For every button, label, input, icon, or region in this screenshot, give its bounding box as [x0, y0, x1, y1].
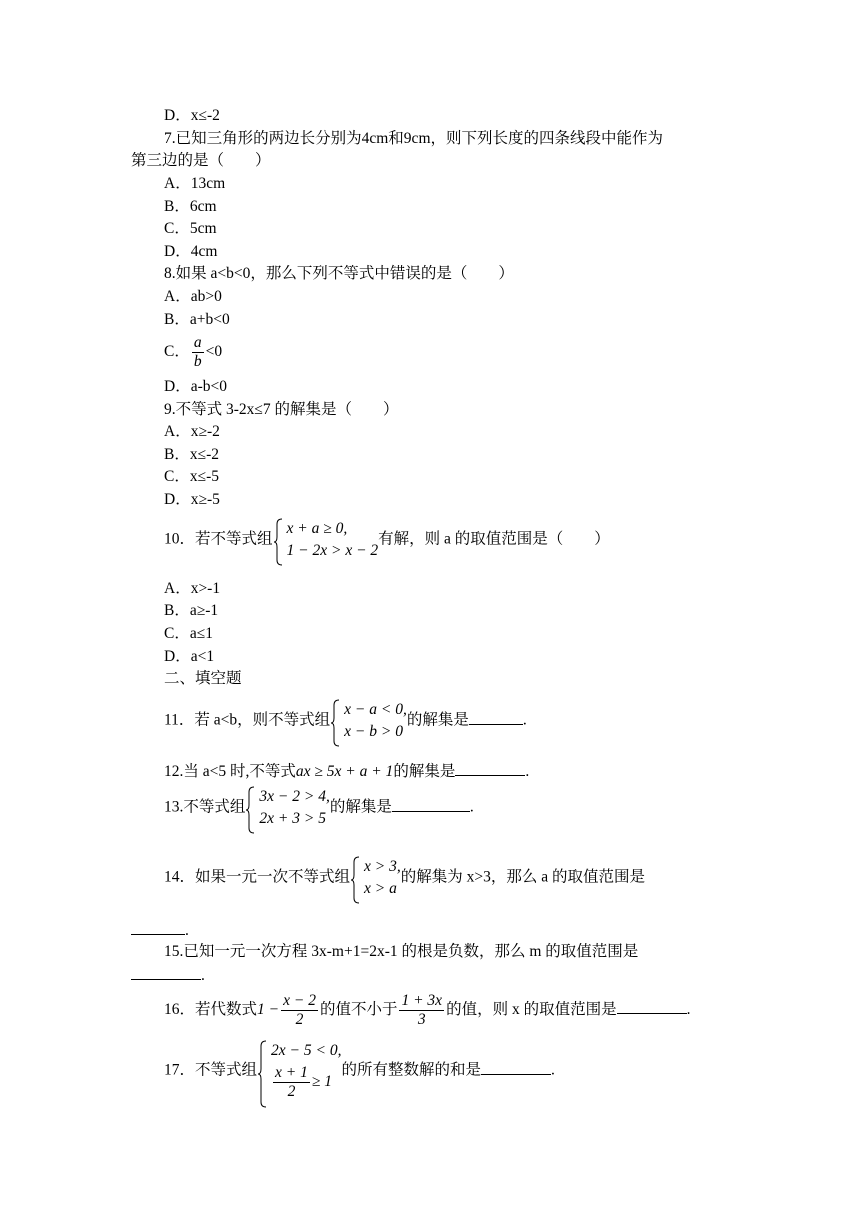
q7-option-b: B．6cm — [164, 198, 217, 215]
q12-period: . — [525, 763, 530, 780]
q7-stem-line1: 7.已知三角形的两边长分别为4cm和9cm，则下列长度的四条线段中能作为 — [164, 130, 663, 147]
q13-stem — [164, 786, 474, 830]
q11-suffix: 的解集是 — [406, 711, 469, 729]
q9-option-d: D．x≥-5 — [164, 491, 220, 508]
q14-answer-line — [131, 920, 189, 941]
q7-stem-line2: 第三边的是（ ） — [131, 152, 271, 169]
q9-option-b: B．x≤-2 — [164, 446, 220, 463]
q11-prefix: 11．若 a<b，则不等式组 — [164, 711, 331, 729]
fraction-numerator: x + 1 — [275, 1063, 308, 1081]
system-row-1: 2x − 5 < 0, — [271, 1042, 342, 1059]
q12-suffix: 的解集是 — [393, 763, 456, 780]
fraction-numerator: a — [193, 333, 202, 351]
q11-stem — [164, 699, 527, 743]
q11-inequality-system — [330, 699, 407, 743]
q17-period: . — [550, 1061, 555, 1079]
q10-option-b: B．a≥-1 — [164, 602, 219, 619]
q10-prefix: 10．若不等式组 — [164, 530, 273, 548]
q16-suffix: 的值，则 x 的取值范围是 — [446, 1001, 617, 1018]
q9-option-a: A．x≥-2 — [164, 423, 220, 440]
q6-option-d: D．x≤-2 — [164, 107, 220, 124]
q8-option-c — [164, 333, 222, 371]
fraction-denominator: b — [193, 352, 202, 370]
q17-stem — [164, 1040, 555, 1102]
answer-blank[interactable] — [481, 1060, 551, 1075]
system-row-2 — [271, 1062, 341, 1102]
system-row-1: x + a ≥ 0, — [286, 520, 348, 537]
q15-period: . — [201, 967, 205, 984]
q10-option-a: A．x>-1 — [164, 580, 221, 597]
q15-answer-line — [131, 965, 205, 986]
left-brace — [273, 518, 283, 562]
q16-prefix: 16．若代数式 — [164, 1001, 258, 1018]
q17-prefix: 17．不等式组 — [164, 1061, 258, 1079]
answer-blank[interactable] — [455, 761, 525, 776]
system-row-2: x − b > 0 — [344, 723, 403, 740]
q7-option-c: C．5cm — [164, 220, 217, 237]
q15-stem: 15.已知一元一次方程 3x-m+1=2x-1 的根是负数，那么 m 的取值范围是 — [164, 943, 639, 960]
q10-option-c: C．a≤1 — [164, 625, 213, 642]
system-row-2: 2x + 3 > 5 — [259, 810, 326, 827]
answer-blank[interactable] — [617, 999, 687, 1014]
q9-stem: 9.不等式 3-2x≤7 的解集是（ ） — [164, 401, 399, 418]
q8-option-c-fraction — [192, 334, 204, 371]
answer-blank[interactable] — [392, 797, 470, 812]
q10-suffix: 有解，则 a 的取值范围是（ ） — [378, 530, 610, 548]
system-row-1: 3x − 2 > 4, — [259, 788, 330, 805]
q14-prefix: 14．如果一元一次不等式组 — [164, 868, 351, 886]
q16-stem — [164, 990, 690, 1030]
q17-fraction — [273, 1064, 310, 1101]
q14-inequality-system — [350, 856, 401, 900]
left-brace — [257, 1040, 267, 1102]
answer-blank[interactable] — [131, 965, 201, 980]
q9-option-c: C．x≤-5 — [164, 468, 220, 485]
q11-period: . — [522, 711, 527, 729]
q16-period: . — [686, 1001, 691, 1018]
q14-suffix: 的解集为 x>3，那么 a 的取值范围是 — [400, 868, 645, 886]
q16-fraction-2 — [399, 992, 444, 1029]
q8-option-a: A．ab>0 — [164, 288, 222, 305]
q7-option-a: A．13cm — [164, 175, 226, 192]
q13-prefix: 13.不等式组 — [164, 798, 246, 816]
system-row-1: x > 3, — [364, 858, 401, 875]
q8-option-d: D．a-b<0 — [164, 378, 227, 395]
q16-fraction-1 — [281, 992, 318, 1029]
q14-period: . — [185, 922, 189, 939]
q13-suffix: 的解集是 — [329, 798, 392, 816]
q17-inequality-system — [257, 1040, 341, 1102]
answer-blank[interactable] — [469, 710, 523, 725]
system-row-2: 1 − 2x > x − 2 — [286, 542, 379, 559]
q12-stem — [164, 761, 529, 782]
fraction-denominator: 3 — [417, 1010, 426, 1028]
q12-prefix: 12.当 a<5 时,不等式 — [164, 763, 296, 780]
q8-option-b: B．a+b<0 — [164, 311, 230, 328]
q16-mid: 的值不小于 — [319, 1001, 398, 1018]
section-heading-fill-in: 二、填空题 — [164, 670, 242, 687]
q10-inequality-system — [273, 518, 379, 562]
q7-option-d: D．4cm — [164, 243, 218, 260]
q13-period: . — [469, 798, 474, 816]
answer-blank[interactable] — [131, 920, 185, 935]
q12-inequality: ax ≥ 5x + a + 1 — [295, 763, 394, 780]
q8-option-c-label: C． — [164, 343, 190, 360]
q10-option-d: D．a<1 — [164, 648, 215, 665]
fraction-denominator: 2 — [287, 1082, 296, 1100]
fraction-numerator: 1 + 3x — [401, 991, 443, 1009]
system-row-2: x > a — [364, 880, 397, 897]
q10-stem — [164, 518, 610, 562]
q8-stem: 8.如果 a<b<0，那么下列不等式中错误的是（ ） — [164, 265, 514, 282]
q17-suffix: 的所有整数解的和是 — [341, 1061, 481, 1079]
q16-one-minus: 1 − — [257, 1001, 280, 1018]
q14-stem — [164, 856, 645, 900]
left-brace — [330, 699, 340, 743]
q8-option-c-rel: <0 — [205, 343, 223, 360]
fraction-numerator: x − 2 — [283, 991, 316, 1009]
fraction-denominator: 2 — [295, 1010, 304, 1028]
system-row-2-rel: ≥ 1 — [311, 1073, 332, 1090]
q13-inequality-system — [245, 786, 329, 830]
left-brace — [245, 786, 255, 830]
system-row-1: x − a < 0, — [344, 701, 407, 718]
left-brace — [350, 856, 360, 900]
